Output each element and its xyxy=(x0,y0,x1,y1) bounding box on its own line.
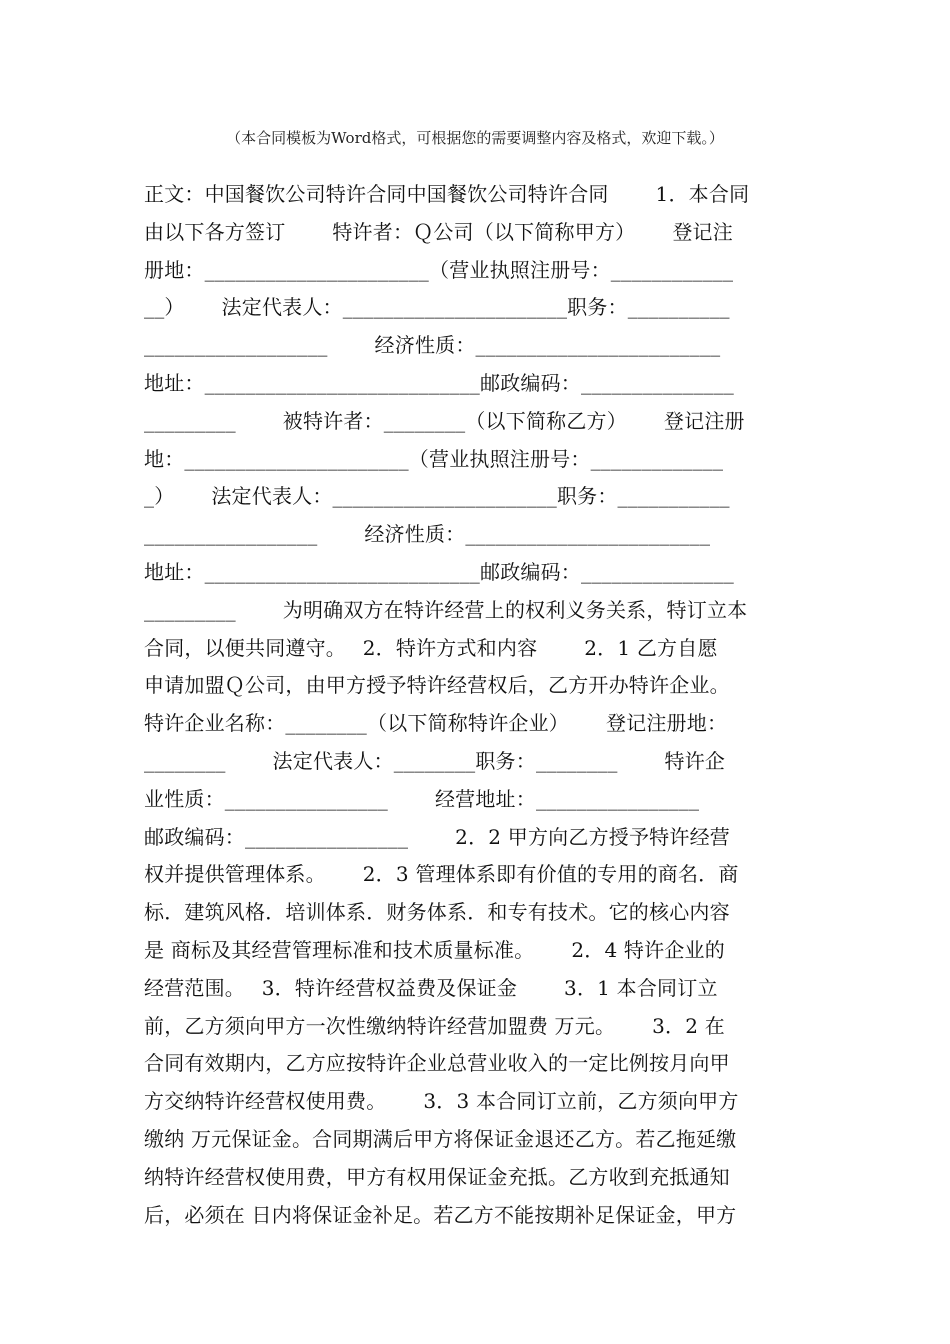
body-line: 特许企业名称：________（以下简称特许企业） 登记注册地： xyxy=(144,711,728,736)
body-line: 申请加盟Ｑ公司，由甲方授予特许经营权后，乙方开办特许企业。 xyxy=(144,673,730,698)
body-line: 地：______________________（营业执照注册号：_____________ xyxy=(144,446,724,471)
body-line: 地址：___________________________邮政编码：_______________ xyxy=(144,559,734,584)
body-line: 前，乙方须向甲方一次性缴纳特许经营加盟费 万元。 3．2 在 xyxy=(144,1013,725,1038)
body-line: 业性质：________________ 经营地址：________________ xyxy=(144,786,700,811)
body-line: 册地：______________________（营业执照注册号：____________ xyxy=(144,257,734,282)
body-line: ________ 法定代表人：________职务：________ 特许企 xyxy=(144,748,726,773)
body-line: 邮政编码：________________ 2．2 甲方向乙方授予特许经营 xyxy=(144,824,730,849)
body-line: 方交纳特许经营权使用费。 3．3 本合同订立前，乙方须向甲方 xyxy=(144,1089,739,1114)
body-line: _） 法定代表人：______________________职务：___________ xyxy=(144,484,730,509)
body-line: 后，必须在 日内将保证金补足。若乙方不能按期补足保证金，甲方 xyxy=(144,1202,737,1227)
body-line: __________________ 经济性质：________________________ xyxy=(144,333,721,358)
body-line: 由以下各方签订 特许者：Ｑ公司（以下简称甲方） 登记注 xyxy=(144,219,733,244)
template-note: （本合同模板为Word格式，可根据您的需要调整内容及格式，欢迎下载。） xyxy=(226,129,724,147)
body-line: 纳特许经营权使用费，甲方有权用保证金充抵。乙方收到充抵通知 xyxy=(144,1164,730,1189)
body-line: __） 法定代表人：______________________职务：__________ xyxy=(144,295,730,320)
body-line: 地址：___________________________邮政编码：_______________ xyxy=(144,370,734,395)
body-line: 合同有效期内，乙方应按特许企业总营业收入的一定比例按月向甲 xyxy=(144,1051,730,1076)
body-line: 权并提供管理体系。 2．3 管理体系即有价值的专用的商名．商 xyxy=(144,862,739,887)
body-line: 标．建筑风格．培训体系．财务体系．和专有技术。它的核心内容 xyxy=(144,900,730,925)
body-line: 是 商标及其经营管理标准和技术质量标准。 2．4 特许企业的 xyxy=(144,937,725,962)
contract-body xyxy=(144,176,806,1234)
body-line: 合同，以便共同遵守。 2．特许方式和内容 2．1 乙方自愿 xyxy=(144,635,718,660)
body-line: _________________ 经济性质：________________________ xyxy=(144,522,711,547)
body-line: 缴纳 万元保证金。合同期满后甲方将保证金退还乙方。若乙拖延缴 xyxy=(144,1126,737,1151)
body-line: 经营范围。 3．特许经营权益费及保证金 3．1 本合同订立 xyxy=(144,975,718,1000)
body-line: _________ 为明确双方在特许经营上的权利义务关系，特订立本 xyxy=(144,597,748,622)
body-line: 正文：中国餐饮公司特许合同中国餐饮公司特许合同 1．本合同 xyxy=(144,182,750,206)
body-line: _________ 被特许者：________（以下简称乙方） 登记注册 xyxy=(144,408,745,433)
